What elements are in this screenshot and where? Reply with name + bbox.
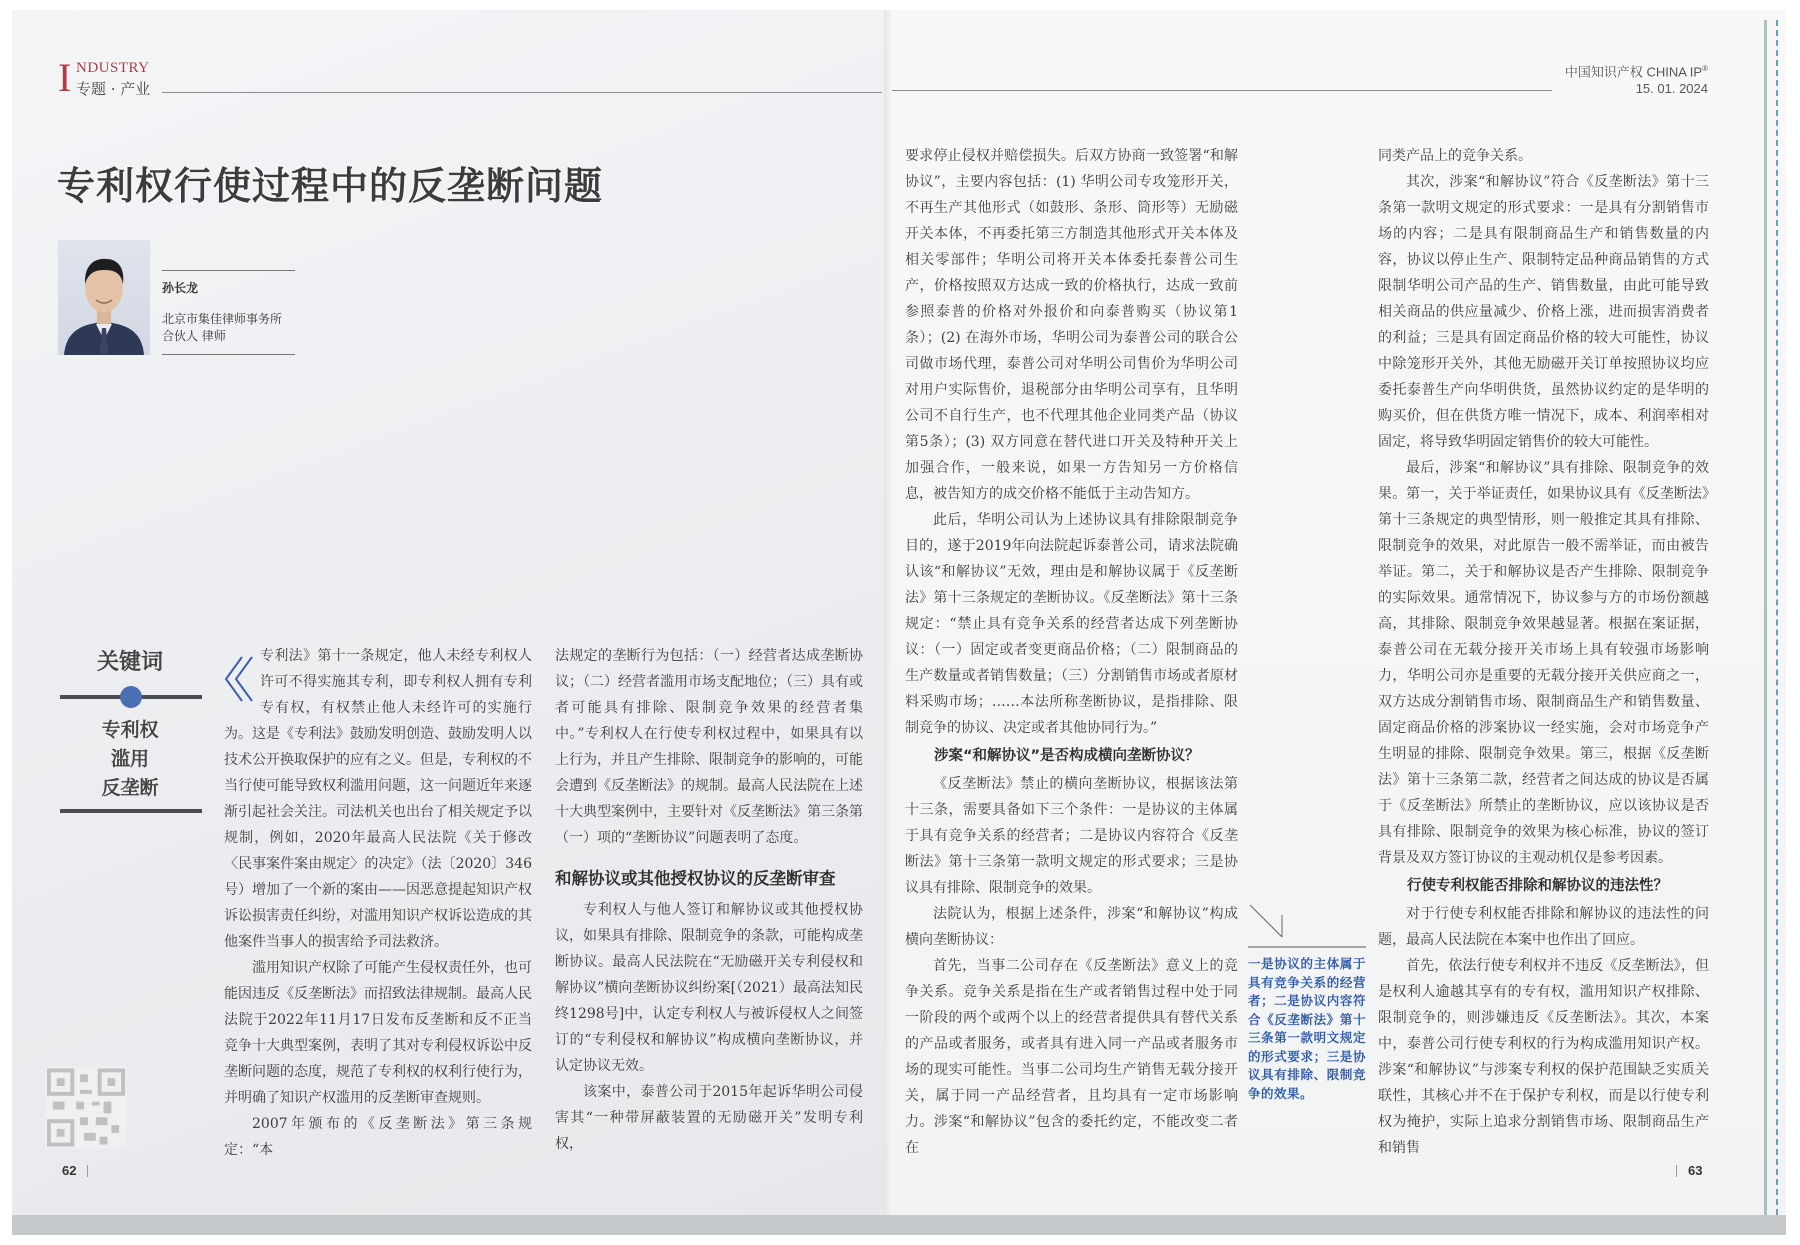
open-quote-chevron-icon [220,643,260,715]
author-rule-bottom [162,354,295,355]
body-paragraph: 最后，涉案“和解协议”具有排除、限制竞争的效果。第一，关于举证责任，如果协议具有《反垄断法》第十三条规定的典型情形，则一般推定其具有排除、限制竞争的效果，对此原告一般不需举证，而由被告举证。第二，关于和解协议是否产生排除、限制竞争的实际效果。通常情况下，协议参与方的市场份额越高，其排除、限制竞争效果越显著。根据在案证据，泰普公司在无载分接开关市场上具有较强市场影响力，华明公司亦是重要的无载分接开关供应商之一，双方达成分割销售市场、限制商品生产和销售数量、固定商品价格的涉案协议一经实施，会对市场竞争产生明显的排除、限制竞争效果。第三，根据《反垄断法》第十三条第二款，经营者之间达成的协议是否属于《反垄断法》所禁止的垄断协议，应以该协议是否具有排除、限制竞争的效果为核心标准，协议的签订背景及双方签订协议的主观动机仅是参考因素。 [1378,460,1709,866]
body-paragraph: 此后，华明公司认为上述协议具有排除限制竞争目的，遂于2019年向法院起诉泰普公司，请求法院确认该“和解协议”无效，理由是和解协议属于《反垄断法》第十三条规定的垄断协议。《反垄断法》第十三条规定：“禁止具有竞争关系的经营者达成下列垄断协议：（一）固定或者变更商品价格；（二）限制商品的生产数量或者销售数量；（三）分割销售市场或者原材料采购市场；……本法所称垄断协议，是指排除、限制竞争的协议、决定或者其他协同行为。” [905,512,1238,736]
body-paragraph: 该案中，泰普公司于2015年起诉华明公司侵害其“一种带屏蔽装置的无励磁开关”发明专利权， [555,1084,863,1152]
keywords-rule-bottom [60,809,202,813]
keywords-label: 关键词 [96,649,163,675]
section-english: NDUSTRY [76,60,150,76]
header-rule-left [162,92,882,93]
keyword-item: 反垄断 [101,777,159,799]
body-paragraph: 同类产品上的竞争关系。 [1378,148,1532,164]
article-column-4 [1378,143,1709,1161]
pull-quote: 一是协议的主体属于具有竞争关系的经营者；二是协议内容符合《反垄断法》第十三条第一款明文规定的形式要求；三是协议具有排除、限制竞争的效果。 [1248,956,1366,1101]
section-initial: I [58,55,72,100]
lead-paragraph: 专利法》第十一条规定，他人未经专利权人许可不得实施其专利，即专利权人拥有专利专有权，有权禁止他人未经许可的实施行为。这是《专利法》鼓励发明创造、鼓励发明人以技术公开换取保护的应有之义。但是，专利权的不当行使可能导致权利滥用问题，这一问题近年来逐渐引起社会关注。司法机关也出台了相关规定予以规制，例如，2020年最高人民法院《关于修改〈民事案件案由规定〉的决定》（法〔2020〕346号）增加了一个新的案由——因恶意提起知识产权诉讼损害责任纠纷，对滥用知识产权诉讼造成的其他案件当事人的损害给予司法救济。 [224,648,532,950]
article-title: 专利权行使过程中的反垄断问题 [57,164,604,208]
author-rule-top [162,270,295,271]
author-photo [58,240,150,355]
page-number-divider [87,1165,88,1177]
body-paragraph: 要求停止侵权并赔偿损失。后双方协商一致签署“和解协议”，主要内容包括：(1) 华明公司专攻笼形开关，不再生产其他形式（如鼓形、条形、筒形等）无励磁开关本体，不再委托第三方制造其他形式开关本体及相关零部件；华明公司将开关本体委托泰普公司生产，价格按照双方达成一致的价格执行，达成一致前参照泰普的价格对外报价和向泰普购买（协议第1条）；(2) 在海外市场，华明公司为泰普公司的联合公司做市场代理，泰普公司对华明公司售价为华明公司对用户实际售价，退税部分由华明公司享有，且华明公司不自行生产，也不代理其他企业同类产品（协议第5条）；(3) 双方同意在替代进口开关及特种开关上加强合作，一般来说，如果一方告知另一方价格信息，被告知方的成交价格不能低于主动告知方。 [905,148,1238,502]
body-paragraph: 法院认为，根据上述条件，涉案“和解协议”构成横向垄断协议： [905,906,1238,948]
page-number-left: 62 [62,1163,77,1178]
body-paragraph: 首先，当事二公司存在《反垄断法》意义上的竞争关系。竞争关系是指在生产或者销售过程中处于同一阶段的两个或两个以上的经营者提供具有替代关系的产品或者服务，或者具有进入同一产品或者服务市场的现实可能性。当事二公司均生产销售无载分接开关，属于同一产品经营者，且均具有一定市场影响力。涉案“和解协议”包含的委托约定，不能改变二者在 [905,958,1238,1156]
body-paragraph: 对于行使专利权能否排除和解协议的违法性的问题，最高人民法院在本案中也作出了回应。 [1378,906,1709,948]
article-column-1 [224,643,532,1163]
body-paragraph: 《反垄断法》禁止的横向垄断协议，根据该法第十三条，需要具备如下三个条件：一是协议的主体属于具有竞争关系的经营者；二是协议内容符合《反垄断法》第十三条第一款明文规定的形式要求；三是协议具有排除、限制竞争的效果。 [905,776,1238,896]
article-column-3 [905,143,1238,1161]
page-edge-bar [1764,20,1767,1215]
article-column-2 [555,643,863,1157]
author-affiliation [162,311,282,345]
body-paragraph: 其次，涉案“和解协议”符合《反垄断法》第十三条第一款明文规定的形式要求：一是具有分割销售市场的内容；二是具有限制商品生产和销售数量的内容，协议以停止生产、限制特定品种商品销售的方式限制华明公司产品的生产、销售数量，由此可能导致相关商品的供应量减少、价格上涨，进而损害消费者的利益；三是具有固定商品价格的较大可能性，协议中除笼形开关外，其他无励磁开关订单按照协议均应委托泰普生产向华明供货，虽然协议约定的是华明的购买价，但在供货方唯一情况下，成本、利润率相对固定，将导致华明固定销售价的较大可能性。 [1378,174,1709,450]
qr-code-icon [45,1065,127,1150]
section-heading: 和解协议或其他授权协议的反垄断审查 [555,869,836,888]
body-paragraph: 专利权人与他人签订和解协议或其他授权协议，如果具有排除、限制竞争的条款，可能构成垄断协议。最高人民法院在“无励磁开关专利侵权和解协议”横向垄断协议纠纷案[（2021）最高法知民终1298号]中，认定专利权人与被诉侵权人之间签订的“专利侵权和解协议”构成横向垄断协议，并认定协议无效。 [555,902,863,1074]
page-gutter [884,10,892,1232]
body-paragraph: 法规定的垄断行为包括：（一）经营者达成垄断协议；（二）经营者滥用市场支配地位；（三）具有或者可能具有排除、限制竞争效果的经营者集中。”专利权人在行使专利权过程中，如果具有以上行为，并且产生排除、限制竞争的影响的，可能会遭到《反垄断法》的规制。最高人民法院在上述十大典型案例中，主要针对《反垄断法》第三条第（一）项的“垄断协议”问题表明了态度。 [555,648,863,846]
keywords-dot-icon [120,686,142,708]
subsection-heading: 涉案“和解协议”是否构成横向垄断协议？ [934,748,1200,764]
body-paragraph: 首先，依法行使专利权并不违反《反垄断法》，但是权利人逾越其享有的专有权，滥用知识产权排除、限制竞争的，则涉嫌违反《反垄断法》。其次，本案中，泰普公司行使专利权的行为构成滥用知识产权。涉案“和解协议”与涉案专利权的保护范围缺乏实质关联性，其核心并不在于保护专利权，而是以行使专利权为掩护，实际上追求分割销售市场、限制商品生产和销售 [1378,958,1709,1156]
page-bottom-edge [12,1215,1786,1235]
author-role: 合伙人 律师 [162,329,226,343]
keyword-item: 滥用 [110,748,149,770]
magazine-masthead [1565,60,1708,97]
page-number-divider [1676,1165,1677,1177]
callout-arrow-icon [1248,903,1366,951]
header-rule-right [892,90,1552,91]
page-number-right: 63 [1688,1163,1703,1178]
keyword-item: 专利权 [101,719,159,741]
author-name: 孙长龙 [162,281,199,295]
section-chinese: 专题 · 产业 [76,80,151,98]
body-paragraph: 2007年颁布的《反垄断法》第三条规定：“本 [224,1116,532,1158]
author-organization: 北京市集佳律师事务所 [162,312,283,326]
body-paragraph: 滥用知识产权除了可能产生侵权责任外，也可能因违反《反垄断法》而招致法律规制。最高人民法院于2022年11月17日发布反垄断和反不正当竞争十大典型案例，表明了其对专利侵权诉讼中反垄断问题的态度，规范了专利权的权利行使行为，并明确了知识产权滥用的反垄断审查规则。 [224,960,532,1106]
keywords-list [60,716,200,803]
issue-date: 15. 01. 2024 [1635,81,1708,97]
magazine-name: 中国知识产权 CHINA IP [1564,64,1703,80]
subsection-heading: 行使专利权能否排除和解协议的违法性？ [1407,878,1668,894]
registered-mark: ® [1702,64,1708,73]
page-edge-dash [1776,20,1778,1215]
